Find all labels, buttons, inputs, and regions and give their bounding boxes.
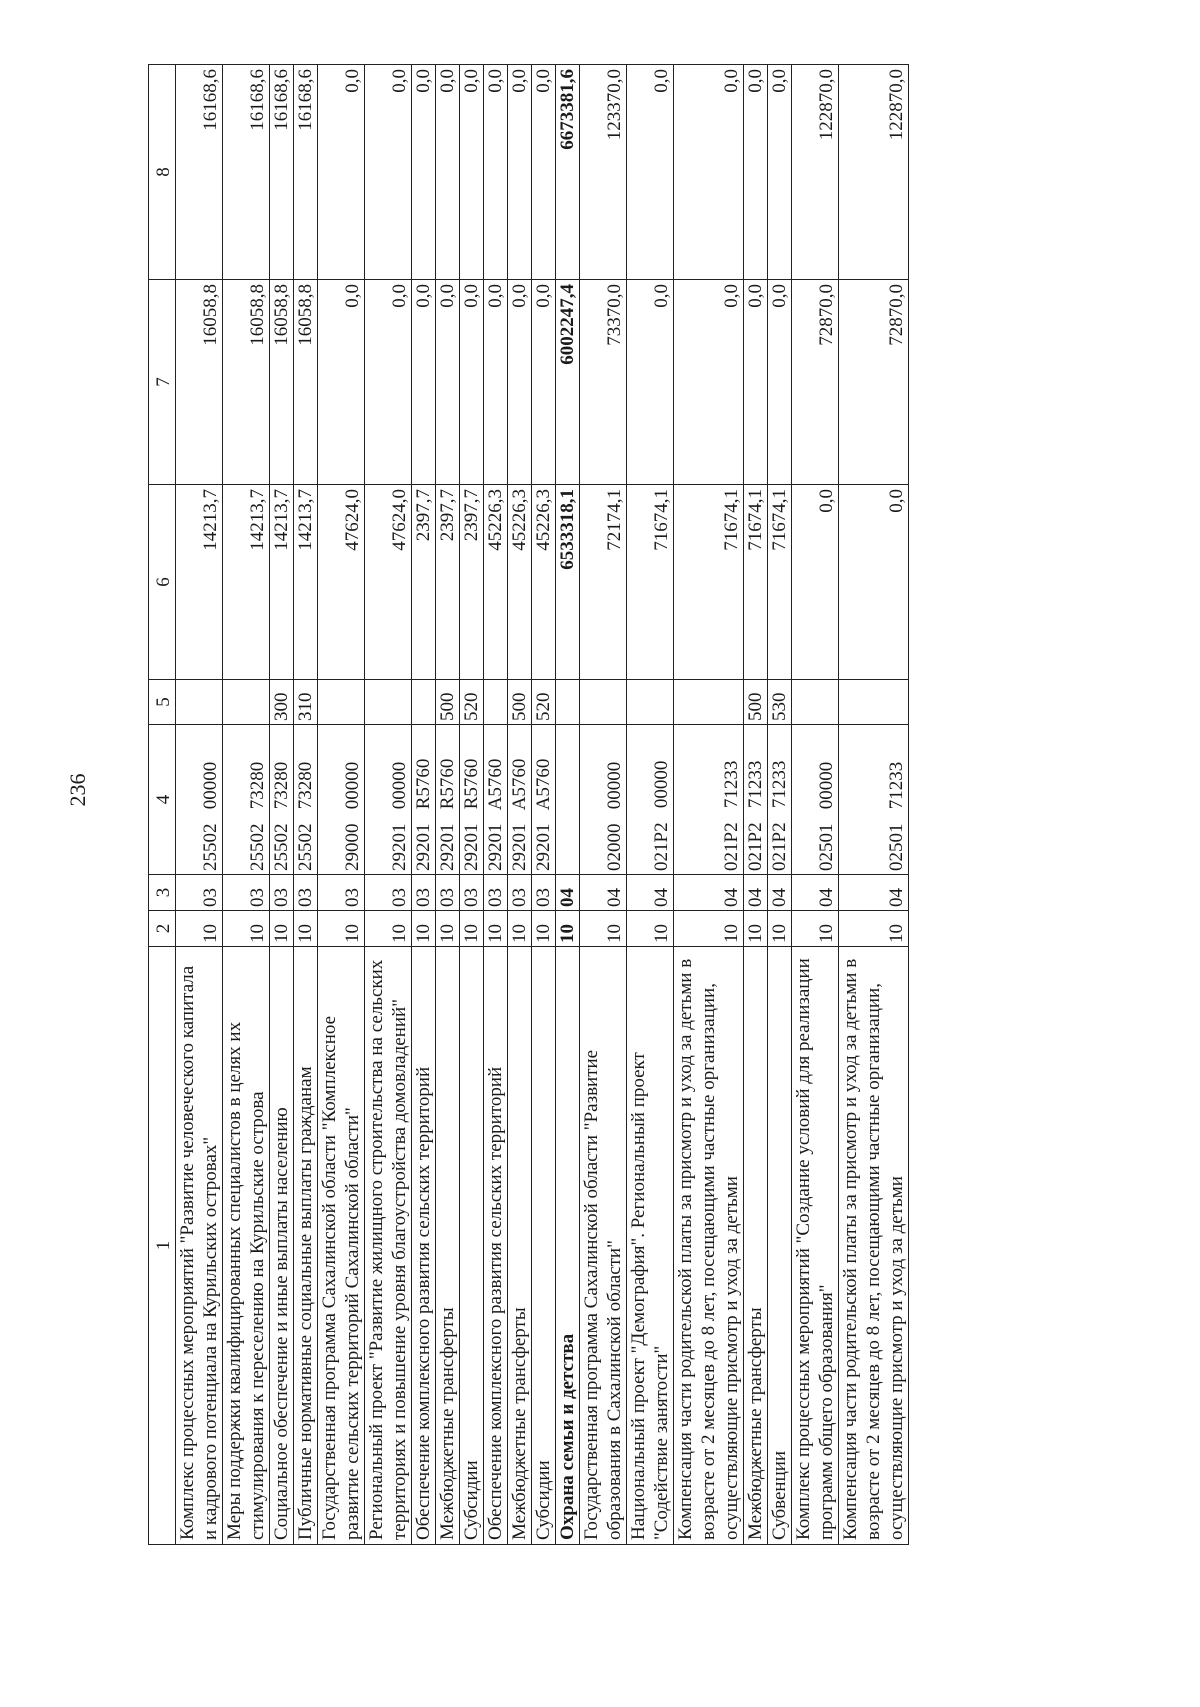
table-row (365, 65, 412, 1545)
amount-col-6: 47624,0 (318, 485, 365, 680)
target-article-code: 29201 A5760 (484, 725, 508, 875)
target-article-code: 021P2 71233 (744, 725, 768, 875)
amount-col-6: 2397,7 (412, 485, 436, 680)
subsection-code: 03 (318, 875, 365, 911)
amount-col-8: 0,0 (532, 65, 556, 280)
amount-col-6: 6533318,1 (556, 485, 580, 680)
row-description: Обеспечение комплексного развития сельских территорий (484, 947, 508, 1545)
amount-col-8: 0,0 (365, 65, 412, 280)
section-code: 10 (318, 911, 365, 947)
section-code: 10 (460, 911, 484, 947)
section-code: 10 (580, 911, 627, 947)
section-code: 10 (627, 911, 674, 947)
amount-col-7: 16058,8 (223, 280, 270, 485)
amount-col-6: 47624,0 (365, 485, 412, 680)
amount-col-7: 0,0 (412, 280, 436, 485)
section-code: 10 (508, 911, 532, 947)
target-article-code: 02000 00000 (580, 725, 627, 875)
table-row (674, 65, 744, 1545)
amount-col-6: 14213,7 (223, 485, 270, 680)
amount-col-8: 123370,0 (580, 65, 627, 280)
target-article-code: 02501 00000 (792, 725, 839, 875)
expense-type-code (365, 680, 412, 725)
section-code: 10 (294, 911, 318, 947)
section-code: 10 (176, 911, 223, 947)
expense-type-code: 530 (768, 680, 792, 725)
row-description: Обеспечение комплексного развития сельских территорий (412, 947, 436, 1545)
row-description: Субсидии (460, 947, 484, 1545)
expense-type-code (484, 680, 508, 725)
expense-type-code (580, 680, 627, 725)
amount-col-7: 0,0 (744, 280, 768, 485)
row-description: Комплекс процессных мероприятий "Развитие человеческого капитала и кадрового потенциала на Курильских островах" (176, 947, 223, 1545)
subsection-code: 03 (412, 875, 436, 911)
page-number: 236 (65, 773, 90, 807)
target-article-code: 021P2 71233 (768, 725, 792, 875)
section-code: 10 (365, 911, 412, 947)
target-article-code: 021P2 71233 (674, 725, 744, 875)
section-code: 10 (768, 911, 792, 947)
row-description: Социальное обеспечение и иные выплаты населению (270, 947, 294, 1545)
table-row (176, 65, 223, 1545)
expense-type-code: 300 (270, 680, 294, 725)
amount-col-7: 0,0 (627, 280, 674, 485)
table-body (176, 65, 909, 1545)
header-row (149, 65, 176, 1545)
amount-col-6: 45226,3 (532, 485, 556, 680)
table-row (223, 65, 270, 1545)
expense-type-code (223, 680, 270, 725)
amount-col-6: 71674,1 (674, 485, 744, 680)
header-col-6: 6 (149, 485, 176, 680)
amount-col-8: 6673381,6 (556, 65, 580, 280)
amount-col-6: 2397,7 (460, 485, 484, 680)
amount-col-7: 16058,8 (270, 280, 294, 485)
amount-col-8: 0,0 (484, 65, 508, 280)
amount-col-8: 122870,0 (839, 65, 909, 280)
amount-col-6: 0,0 (792, 485, 839, 680)
table-row (436, 65, 460, 1545)
section-code: 10 (674, 911, 744, 947)
table-row (294, 65, 318, 1545)
amount-col-7: 0,0 (532, 280, 556, 485)
row-description: Региональный проект "Развитие жилищного строительства на сельских территориях и повышение уровня благоустройства домовладений" (365, 947, 412, 1545)
amount-col-7: 0,0 (318, 280, 365, 485)
section-code: 10 (412, 911, 436, 947)
amount-col-8: 122870,0 (792, 65, 839, 280)
section-code: 10 (792, 911, 839, 947)
target-article-code: 29201 A5760 (532, 725, 556, 875)
amount-col-7: 73370,0 (580, 280, 627, 485)
amount-col-8: 0,0 (744, 65, 768, 280)
amount-col-6: 14213,7 (176, 485, 223, 680)
expense-type-code: 520 (460, 680, 484, 725)
amount-col-6: 71674,1 (768, 485, 792, 680)
budget-table (148, 64, 909, 1545)
target-article-code: 25502 73280 (223, 725, 270, 875)
amount-col-6: 14213,7 (294, 485, 318, 680)
target-article-code: 02501 71233 (839, 725, 909, 875)
amount-col-8: 16168,6 (294, 65, 318, 280)
subsection-code: 03 (460, 875, 484, 911)
amount-col-7: 0,0 (365, 280, 412, 485)
target-article-code: 25502 00000 (176, 725, 223, 875)
table-row (270, 65, 294, 1545)
expense-type-code (792, 680, 839, 725)
subsection-code: 03 (532, 875, 556, 911)
subsection-code: 04 (556, 875, 580, 911)
amount-col-6: 2397,7 (436, 485, 460, 680)
expense-type-code (318, 680, 365, 725)
target-article-code: 29201 A5760 (508, 725, 532, 875)
amount-col-6: 0,0 (839, 485, 909, 680)
section-code: 10 (270, 911, 294, 947)
row-description: Межбюджетные трансферты (744, 947, 768, 1545)
amount-col-7: 0,0 (768, 280, 792, 485)
amount-col-6: 72174,1 (580, 485, 627, 680)
row-description: Компенсация части родительской платы за присмотр и уход за детьми в возрасте от 2 месяцев до 8 лет, посещающими частные организации, осуществляющие присмотр и уход за детьми (839, 947, 909, 1545)
table-row (484, 65, 508, 1545)
subsection-code: 03 (223, 875, 270, 911)
table-row (532, 65, 556, 1545)
header-col-7: 7 (149, 280, 176, 485)
row-description: Охрана семьи и детства (556, 947, 580, 1545)
table-row (580, 65, 627, 1545)
table-row (744, 65, 768, 1545)
expense-type-code (674, 680, 744, 725)
amount-col-8: 16168,6 (176, 65, 223, 280)
header-col-8: 8 (149, 65, 176, 280)
expense-type-code: 310 (294, 680, 318, 725)
expense-type-code: 500 (508, 680, 532, 725)
section-code: 10 (484, 911, 508, 947)
expense-type-code: 500 (744, 680, 768, 725)
target-article-code: 29000 00000 (318, 725, 365, 875)
row-description: Межбюджетные трансферты (508, 947, 532, 1545)
header-col-3: 3 (149, 875, 176, 911)
subsection-code: 04 (792, 875, 839, 911)
subsection-code: 03 (294, 875, 318, 911)
table-row (460, 65, 484, 1545)
amount-col-6: 71674,1 (627, 485, 674, 680)
rotated-table-container (148, 65, 1128, 1545)
amount-col-7: 72870,0 (792, 280, 839, 485)
subsection-code: 04 (627, 875, 674, 911)
table-row (508, 65, 532, 1545)
subsection-code: 03 (436, 875, 460, 911)
table-row (318, 65, 365, 1545)
amount-col-7: 16058,8 (176, 280, 223, 485)
row-description: Публичные нормативные социальные выплаты гражданам (294, 947, 318, 1545)
amount-col-8: 16168,6 (270, 65, 294, 280)
expense-type-code (627, 680, 674, 725)
table-row (792, 65, 839, 1545)
amount-col-7: 72870,0 (839, 280, 909, 485)
amount-col-8: 0,0 (318, 65, 365, 280)
row-description: Межбюджетные трансферты (436, 947, 460, 1545)
row-description: Субвенции (768, 947, 792, 1545)
row-description: Субсидии (532, 947, 556, 1545)
target-article-code: 021P2 00000 (627, 725, 674, 875)
subsection-code: 04 (674, 875, 744, 911)
row-description: Компенсация части родительской платы за присмотр и уход за детьми в возрасте от 2 месяцев до 8 лет, посещающими частные организации, осуществляющие присмотр и уход за детьми (674, 947, 744, 1545)
subsection-code: 03 (508, 875, 532, 911)
amount-col-6: 71674,1 (744, 485, 768, 680)
expense-type-code (412, 680, 436, 725)
amount-col-6: 45226,3 (484, 485, 508, 680)
row-description: Меры поддержки квалифицированных специалистов в целях их стимулирования к переселению на Курильские острова (223, 947, 270, 1545)
target-article-code: 25502 73280 (294, 725, 318, 875)
target-article-code (556, 725, 580, 875)
amount-col-8: 0,0 (627, 65, 674, 280)
amount-col-7: 16058,8 (294, 280, 318, 485)
subsection-code: 04 (744, 875, 768, 911)
table-row (627, 65, 674, 1545)
table-row (839, 65, 909, 1545)
expense-type-code (556, 680, 580, 725)
expense-type-code: 500 (436, 680, 460, 725)
amount-col-7: 0,0 (484, 280, 508, 485)
amount-col-8: 0,0 (460, 65, 484, 280)
section-code: 10 (556, 911, 580, 947)
row-description: Государственная программа Сахалинской области "Развитие образования в Сахалинской области" (580, 947, 627, 1545)
header-col-1: 1 (149, 947, 176, 1545)
amount-col-8: 0,0 (508, 65, 532, 280)
section-code: 10 (839, 911, 909, 947)
target-article-code: 29201 00000 (365, 725, 412, 875)
amount-col-8: 0,0 (412, 65, 436, 280)
table-row (768, 65, 792, 1545)
expense-type-code: 520 (532, 680, 556, 725)
row-description: Национальный проект "Демография". Региональный проект "Содействие занятости" (627, 947, 674, 1545)
amount-col-7: 0,0 (508, 280, 532, 485)
amount-col-7: 0,0 (436, 280, 460, 485)
section-code: 10 (744, 911, 768, 947)
subsection-code: 03 (176, 875, 223, 911)
target-article-code: 29201 R5760 (412, 725, 436, 875)
subsection-code: 03 (270, 875, 294, 911)
amount-col-8: 16168,6 (223, 65, 270, 280)
section-code: 10 (436, 911, 460, 947)
amount-col-8: 0,0 (436, 65, 460, 280)
table-row (412, 65, 436, 1545)
amount-col-8: 0,0 (674, 65, 744, 280)
target-article-code: 25502 73280 (270, 725, 294, 875)
amount-col-7: 6002247,4 (556, 280, 580, 485)
subsection-code: 04 (768, 875, 792, 911)
amount-col-7: 0,0 (674, 280, 744, 485)
expense-type-code (176, 680, 223, 725)
section-code: 10 (223, 911, 270, 947)
amount-col-6: 45226,3 (508, 485, 532, 680)
section-code: 10 (532, 911, 556, 947)
subsection-code: 04 (580, 875, 627, 911)
header-col-4: 4 (149, 725, 176, 875)
expense-type-code (839, 680, 909, 725)
row-description: Государственная программа Сахалинской области "Комплексное развитие сельских территорий Сахалинской области" (318, 947, 365, 1545)
target-article-code: 29201 R5760 (460, 725, 484, 875)
amount-col-8: 0,0 (768, 65, 792, 280)
header-col-2: 2 (149, 911, 176, 947)
subsection-code: 03 (484, 875, 508, 911)
amount-col-7: 0,0 (460, 280, 484, 485)
table-row (556, 65, 580, 1545)
subsection-code: 04 (839, 875, 909, 911)
amount-col-6: 14213,7 (270, 485, 294, 680)
target-article-code: 29201 R5760 (436, 725, 460, 875)
subsection-code: 03 (365, 875, 412, 911)
header-col-5: 5 (149, 680, 176, 725)
row-description: Комплекс процессных мероприятий "Создание условий для реализации программ общего образования" (792, 947, 839, 1545)
